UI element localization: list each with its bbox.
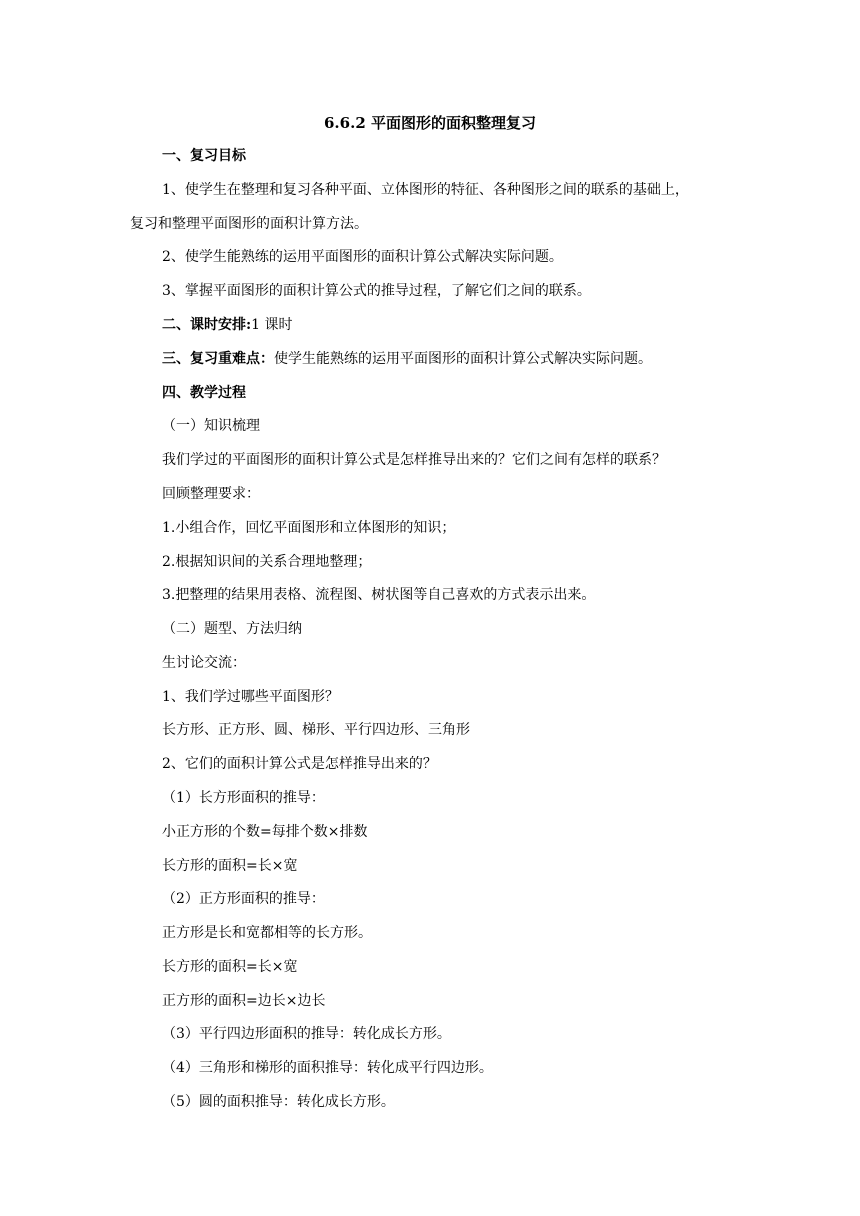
derivation-triangle-trapezoid: （4）三角形和梯形的面积推导：转化成平行四边形。 — [162, 1060, 493, 1076]
derivation-rectangle-step-1: 小正方形的个数=每排个数×排数 — [162, 824, 368, 840]
section-heading-goals: 一、复习目标 — [162, 148, 246, 164]
subsection-methods: （二）题型、方法归纳 — [162, 621, 302, 637]
key-points-value: 使学生能熟练的运用平面图形的面积计算公式解决实际问题。 — [274, 351, 652, 367]
section-heading-process: 四、教学过程 — [162, 385, 246, 401]
derivation-rectangle-step-2: 长方形的面积=长×宽 — [162, 858, 298, 874]
requirement-1: 1.小组合作，回忆平面图形和立体图形的知识； — [162, 520, 456, 536]
paragraph-question: 我们学过的平面图形的面积计算公式是怎样推导出来的？它们之间有怎样的联系？ — [162, 452, 666, 468]
subsection-knowledge: （一）知识梳理 — [162, 418, 260, 434]
document-title: 6.6.2 平面图形的面积整理复习 — [324, 114, 536, 132]
goal-1-line-2: 复习和整理平面图形的面积计算方法。 — [130, 216, 368, 232]
paragraph-discuss: 生讨论交流： — [162, 655, 246, 671]
question-1: 1、我们学过哪些平面图形？ — [162, 689, 339, 705]
section-key-points — [162, 349, 652, 369]
answer-1: 长方形、正方形、圆、梯形、平行四边形、三角形 — [162, 722, 470, 738]
goal-2: 2、使学生能熟练的运用平面图形的面积计算公式解决实际问题。 — [162, 249, 563, 265]
schedule-label: 二、课时安排: — [162, 317, 252, 333]
question-2: 2、它们的面积计算公式是怎样推导出来的？ — [162, 756, 437, 772]
derivation-square-step-1: 正方形是长和宽都相等的长方形。 — [162, 925, 372, 941]
goal-1-line-1: 1、使学生在整理和复习各种平面、立体图形的特征、各种图形之间的联系的基础上， — [162, 182, 689, 198]
paragraph-review: 回顾整理要求： — [162, 486, 260, 502]
goal-3: 3、掌握平面图形的面积计算公式的推导过程，了解它们之间的联系。 — [162, 283, 591, 299]
derivation-square-step-2: 长方形的面积=长×宽 — [162, 959, 298, 975]
requirement-2: 2.根据知识间的关系合理地整理； — [162, 554, 372, 570]
derivation-parallelogram: （3）平行四边形面积的推导：转化成长方形。 — [162, 1026, 451, 1042]
derivation-circle: （5）圆的面积推导：转化成长方形。 — [162, 1094, 395, 1110]
derivation-rectangle: （1）长方形面积的推导： — [162, 790, 325, 806]
section-schedule — [162, 315, 293, 335]
key-points-label: 三、复习重难点： — [162, 351, 274, 367]
derivation-square: （2）正方形面积的推导： — [162, 891, 325, 907]
derivation-square-step-3: 正方形的面积=边长×边长 — [162, 993, 326, 1009]
requirement-3: 3.把整理的结果用表格、流程图、树状图等自己喜欢的方式表示出来。 — [162, 587, 596, 603]
schedule-value: 1 课时 — [251, 317, 293, 333]
